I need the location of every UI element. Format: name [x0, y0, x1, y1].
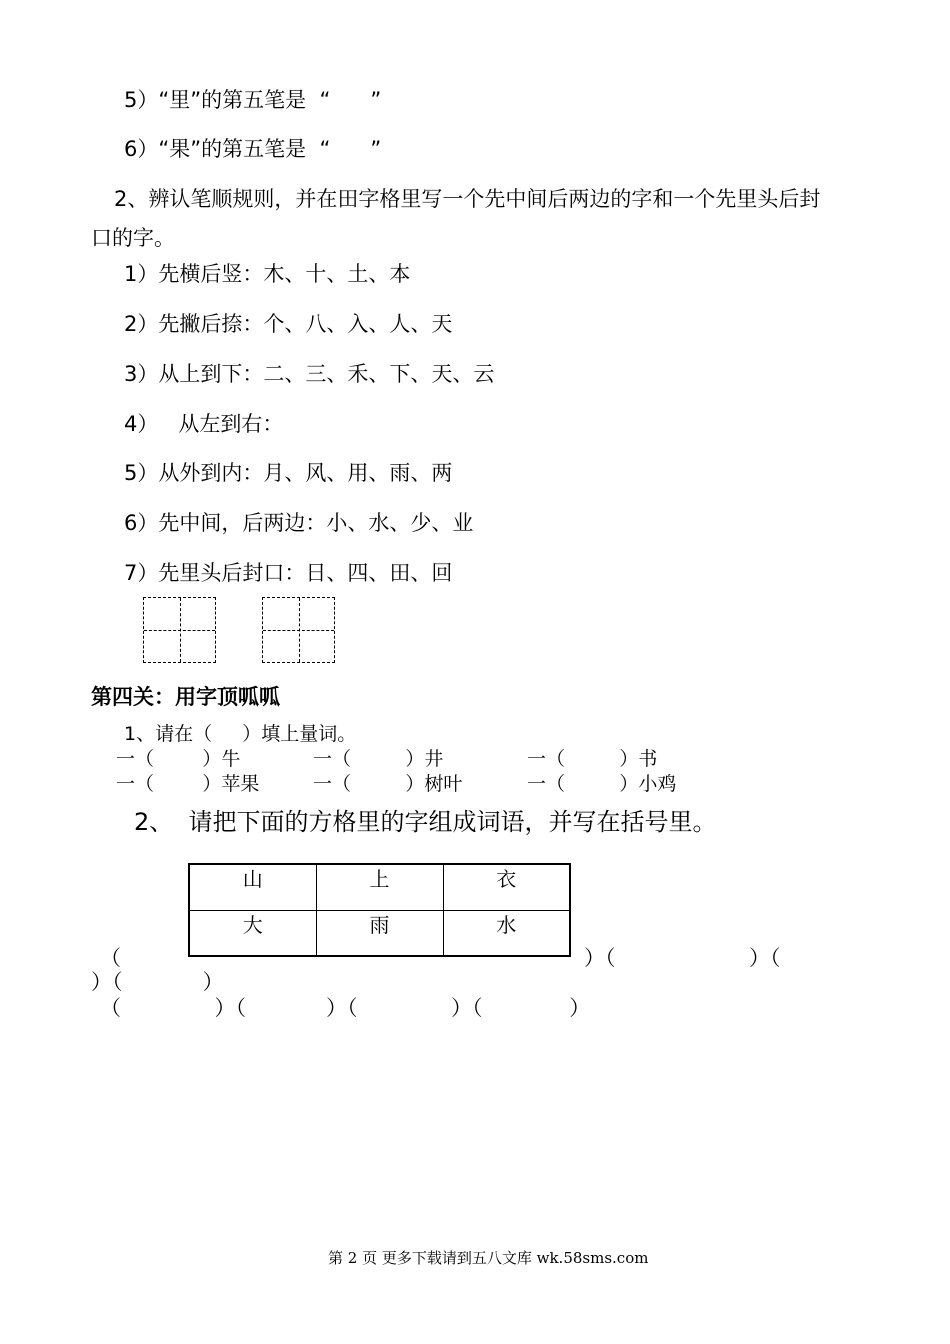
measure-item-chick: 一（ ）小鸡: [527, 773, 677, 795]
rule-item-5: 5）从外到内：月、风、用、雨、两: [124, 461, 453, 485]
stroke-rule-question-line1: 2、辨认笔顺规则，并在田字格里写一个先中间后两边的字和一个先里头后封: [114, 187, 821, 211]
rule-item-2: 2）先撇后捺：个、八、入、人、天: [124, 312, 453, 336]
tianzige-box-1[interactable]: [143, 597, 216, 663]
rule-item-6: 6）先中间，后两边：小、水、少、业: [124, 511, 474, 535]
grid-cell: 大: [189, 910, 316, 956]
answer-parens-row3[interactable]: （ ）（ ）（ ）（ ）: [100, 996, 591, 1020]
answer-parens-row1[interactable]: ）（ ）（: [584, 946, 781, 970]
grid-cell: 雨: [316, 910, 443, 956]
rule-item-4: 4） 从左到右：: [124, 412, 284, 436]
rule-item-3: 3）从上到下：二、三、禾、下、天、云: [124, 362, 495, 386]
rule-item-7: 7）先里头后封口：日、四、田、回: [124, 561, 453, 585]
measure-item-leaf: 一（ ）树叶: [313, 773, 463, 795]
grid-cell: 上: [316, 864, 443, 910]
stroke-rule-question-line2: 口的字。: [91, 226, 175, 250]
section-title: 第四关：用字顶呱呱: [91, 685, 280, 709]
rule-item-1: 1）先横后竖：木、十、土、本: [124, 262, 411, 286]
answer-parens-row2[interactable]: ）（ ）: [91, 970, 224, 994]
measure-item-cow: 一（ ）牛: [116, 748, 241, 770]
grid-cell: 水: [443, 910, 570, 956]
word-building-prompt: 2、 请把下面的方格里的字组成词语，并写在括号里。: [134, 808, 717, 836]
stroke-question-6: 6）“果”的第五笔是 “ ”: [124, 137, 382, 161]
measure-item-well: 一（ ）井: [313, 748, 444, 770]
tianzige-box-2[interactable]: [262, 597, 335, 663]
grid-cell: 山: [189, 864, 316, 910]
measure-item-apple: 一（ ）苹果: [116, 773, 260, 795]
character-grid: [188, 863, 571, 957]
answer-paren-open[interactable]: （: [100, 946, 121, 970]
measure-item-book: 一（ ）书: [527, 748, 658, 770]
grid-cell: 衣: [443, 864, 570, 910]
stroke-question-5: 5）“里”的第五笔是 “ ”: [124, 88, 382, 112]
page-footer: 第 2 页 更多下载请到五八文库 wk.58sms.com: [328, 1249, 649, 1267]
measure-word-prompt: 1、请在（ ）填上量词。: [124, 723, 357, 745]
